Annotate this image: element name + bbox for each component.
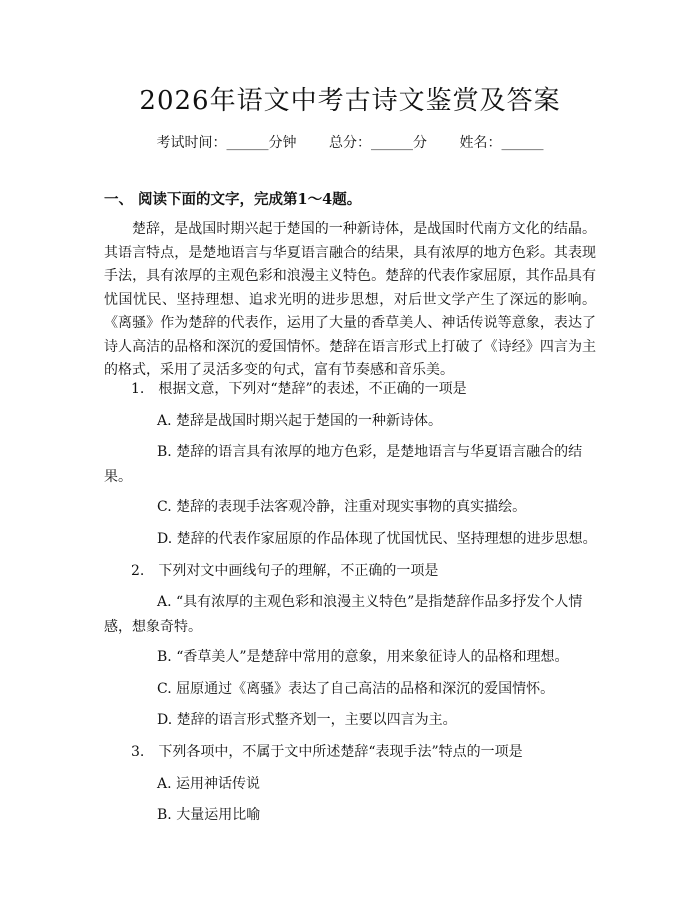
- question-2-option-a: A. “具有浓厚的主观色彩和浪漫主义特色”是指楚辞作品多抒发个人情感，想象奇特。: [104, 594, 583, 635]
- total-score: 总分：______分: [329, 135, 427, 151]
- section-heading: 一、 阅读下面的文字，完成第1～4题。: [104, 191, 362, 208]
- question-1-option-b: B. 楚辞的语言具有浓厚的地方色彩，是楚地语言与华夏语言融合的结果。: [104, 444, 583, 485]
- question-1-option-d: D. 楚辞的代表作家屈原的作品体现了忧国忧民、坚持理想的进步思想。: [157, 531, 597, 547]
- question-3-option-b: B. 大量运用比喻: [157, 807, 261, 823]
- question-2-option-b: B. “香草美人”是楚辞中常用的意象，用来象征诗人的品格和理想。: [157, 649, 569, 665]
- student-name: 姓名：______: [459, 135, 544, 151]
- page-title: 2026年语文中考古诗文鉴赏及答案: [139, 86, 561, 116]
- question-2-option-c: C. 屈原通过《离骚》表达了自己高洁的品格和深沉的爱国情怀。: [157, 681, 555, 697]
- exam-info: [0, 132, 700, 152]
- reading-passage: 楚辞，是战国时期兴起于楚国的一种新诗体，是战国时代南方文化的结晶。其语言特点，是楚地语言与华夏语言融合的结果，具有浓厚的地方色彩。其表现手法，具有浓厚的主观色彩和浪漫主义特色。楚辞的代表作家屈原，其作品具有忧国忧民、坚持理想、追求光明的进步思想，对后世文学产生了深远的影响。《离骚》作为楚辞的代表作，运用了大量的香草美人、神话传说等意象，表达了诗人高洁的品格和深沉的爱国情怀。楚辞在语言形式上打破了《诗经》四言为主的格式，采用了灵活多变的句式，富有节奏感和音乐美。: [104, 221, 596, 378]
- question-3-option-a: A. 运用神话传说: [157, 776, 261, 792]
- question-2-stem: 2. 下列对文中画线句子的理解，不正确的一项是: [131, 563, 439, 579]
- exam-time: 考试时间：______分钟: [156, 135, 297, 151]
- question-2-option-d: D. 楚辞的语言形式整齐划一，主要以四言为主。: [157, 712, 457, 728]
- question-3-stem: 3. 下列各项中，不属于文中所述楚辞“表现手法”特点的一项是: [131, 744, 523, 760]
- question-1-stem: 1. 根据文意，下列对“楚辞”的表述，不正确的一项是: [131, 381, 467, 397]
- question-1-option-a: A. 楚辞是战国时期兴起于楚国的一种新诗体。: [157, 413, 443, 429]
- question-1-option-c: C. 楚辞的表现手法客观冷静，注重对现实事物的真实描绘。: [157, 499, 527, 515]
